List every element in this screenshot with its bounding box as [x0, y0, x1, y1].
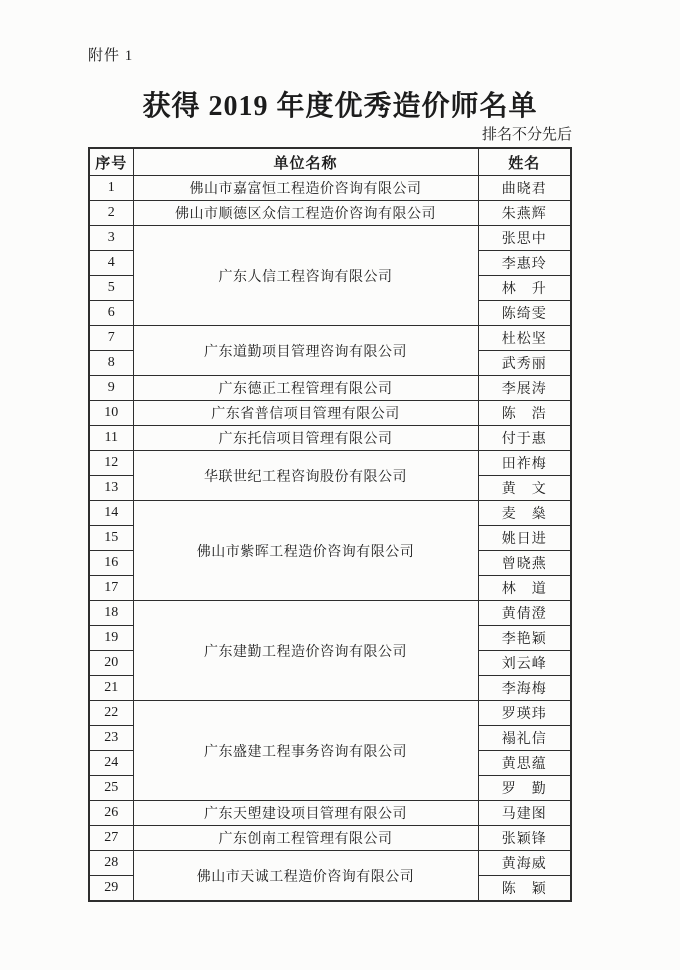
serial-number-cell: 12: [89, 451, 133, 476]
serial-number-cell: 22: [89, 701, 133, 726]
awardees-table: [88, 147, 572, 902]
col-header-company: 单位名称: [133, 148, 478, 176]
table-row: [89, 501, 571, 526]
person-name-cell: 麦 燊: [478, 501, 571, 526]
company-cell: 广东盛建工程事务咨询有限公司: [133, 701, 478, 801]
person-name-cell: 黄 文: [478, 476, 571, 501]
serial-number-cell: 10: [89, 401, 133, 426]
company-cell: 广东省普信项目管理有限公司: [133, 401, 478, 426]
company-cell: 广东人信工程咨询有限公司: [133, 226, 478, 326]
person-name-cell: 褟礼信: [478, 726, 571, 751]
person-name-cell: 罗 勤: [478, 776, 571, 801]
person-name-cell: 田祚梅: [478, 451, 571, 476]
serial-number-cell: 26: [89, 801, 133, 826]
company-cell: 广东天塱建设项目管理有限公司: [133, 801, 478, 826]
table-row: [89, 326, 571, 351]
table-row: [89, 451, 571, 476]
person-name-cell: 杜松坚: [478, 326, 571, 351]
col-header-name: 姓名: [478, 148, 571, 176]
serial-number-cell: 25: [89, 776, 133, 801]
company-cell: 广东道勤项目管理咨询有限公司: [133, 326, 478, 376]
serial-number-cell: 7: [89, 326, 133, 351]
table-row: [89, 226, 571, 251]
person-name-cell: 林 升: [478, 276, 571, 301]
person-name-cell: 李惠玲: [478, 251, 571, 276]
person-name-cell: 姚日进: [478, 526, 571, 551]
serial-number-cell: 5: [89, 276, 133, 301]
person-name-cell: 马建图: [478, 801, 571, 826]
person-name-cell: 陈绮雯: [478, 301, 571, 326]
serial-number-cell: 16: [89, 551, 133, 576]
serial-number-cell: 19: [89, 626, 133, 651]
serial-number-cell: 13: [89, 476, 133, 501]
company-cell: 佛山市天诚工程造价咨询有限公司: [133, 851, 478, 902]
table-header-row: [89, 148, 571, 176]
person-name-cell: 张思中: [478, 226, 571, 251]
person-name-cell: 李展涛: [478, 376, 571, 401]
serial-number-cell: 18: [89, 601, 133, 626]
serial-number-cell: 2: [89, 201, 133, 226]
table-row: [89, 201, 571, 226]
table-row: [89, 851, 571, 876]
serial-number-cell: 1: [89, 176, 133, 201]
table-row: [89, 426, 571, 451]
serial-number-cell: 8: [89, 351, 133, 376]
serial-number-cell: 29: [89, 876, 133, 902]
table-row: [89, 826, 571, 851]
company-cell: 华联世纪工程咨询股份有限公司: [133, 451, 478, 501]
person-name-cell: 陈 浩: [478, 401, 571, 426]
person-name-cell: 武秀丽: [478, 351, 571, 376]
person-name-cell: 林 道: [478, 576, 571, 601]
person-name-cell: 罗瑛玮: [478, 701, 571, 726]
person-name-cell: 李海梅: [478, 676, 571, 701]
table-row: [89, 401, 571, 426]
person-name-cell: 曾晓燕: [478, 551, 571, 576]
company-cell: 广东创南工程管理有限公司: [133, 826, 478, 851]
serial-number-cell: 6: [89, 301, 133, 326]
person-name-cell: 陈 颖: [478, 876, 571, 902]
person-name-cell: 黄海威: [478, 851, 571, 876]
company-cell: 佛山市紫晖工程造价咨询有限公司: [133, 501, 478, 601]
serial-number-cell: 28: [89, 851, 133, 876]
person-name-cell: 朱燕辉: [478, 201, 571, 226]
ranking-note: 排名不分先后: [481, 127, 572, 143]
serial-number-cell: 14: [89, 501, 133, 526]
person-name-cell: 刘云峰: [478, 651, 571, 676]
person-name-cell: 曲晓君: [478, 176, 571, 201]
serial-number-cell: 15: [89, 526, 133, 551]
company-cell: 佛山市顺德区众信工程造价咨询有限公司: [133, 201, 478, 226]
page-title: 获得 2019 年度优秀造价师名单: [142, 91, 538, 122]
serial-number-cell: 24: [89, 751, 133, 776]
company-cell: 广东托信项目管理有限公司: [133, 426, 478, 451]
table-row: [89, 701, 571, 726]
attachment-label: 附件 1: [88, 48, 134, 64]
table-row: [89, 376, 571, 401]
serial-number-cell: 27: [89, 826, 133, 851]
serial-number-cell: 9: [89, 376, 133, 401]
serial-number-cell: 3: [89, 226, 133, 251]
serial-number-cell: 4: [89, 251, 133, 276]
person-name-cell: 李艳颖: [478, 626, 571, 651]
serial-number-cell: 17: [89, 576, 133, 601]
company-cell: 佛山市嘉富恒工程造价咨询有限公司: [133, 176, 478, 201]
person-name-cell: 付于惠: [478, 426, 571, 451]
col-header-serial: 序号: [89, 148, 133, 176]
table-body: [89, 176, 571, 902]
table-row: [89, 176, 571, 201]
serial-number-cell: 23: [89, 726, 133, 751]
company-cell: 广东德正工程管理有限公司: [133, 376, 478, 401]
serial-number-cell: 21: [89, 676, 133, 701]
serial-number-cell: 11: [89, 426, 133, 451]
table-row: [89, 801, 571, 826]
person-name-cell: 黄倩澄: [478, 601, 571, 626]
table-row: [89, 601, 571, 626]
serial-number-cell: 20: [89, 651, 133, 676]
company-cell: 广东建勤工程造价咨询有限公司: [133, 601, 478, 701]
person-name-cell: 黄思蕴: [478, 751, 571, 776]
person-name-cell: 张颖锋: [478, 826, 571, 851]
